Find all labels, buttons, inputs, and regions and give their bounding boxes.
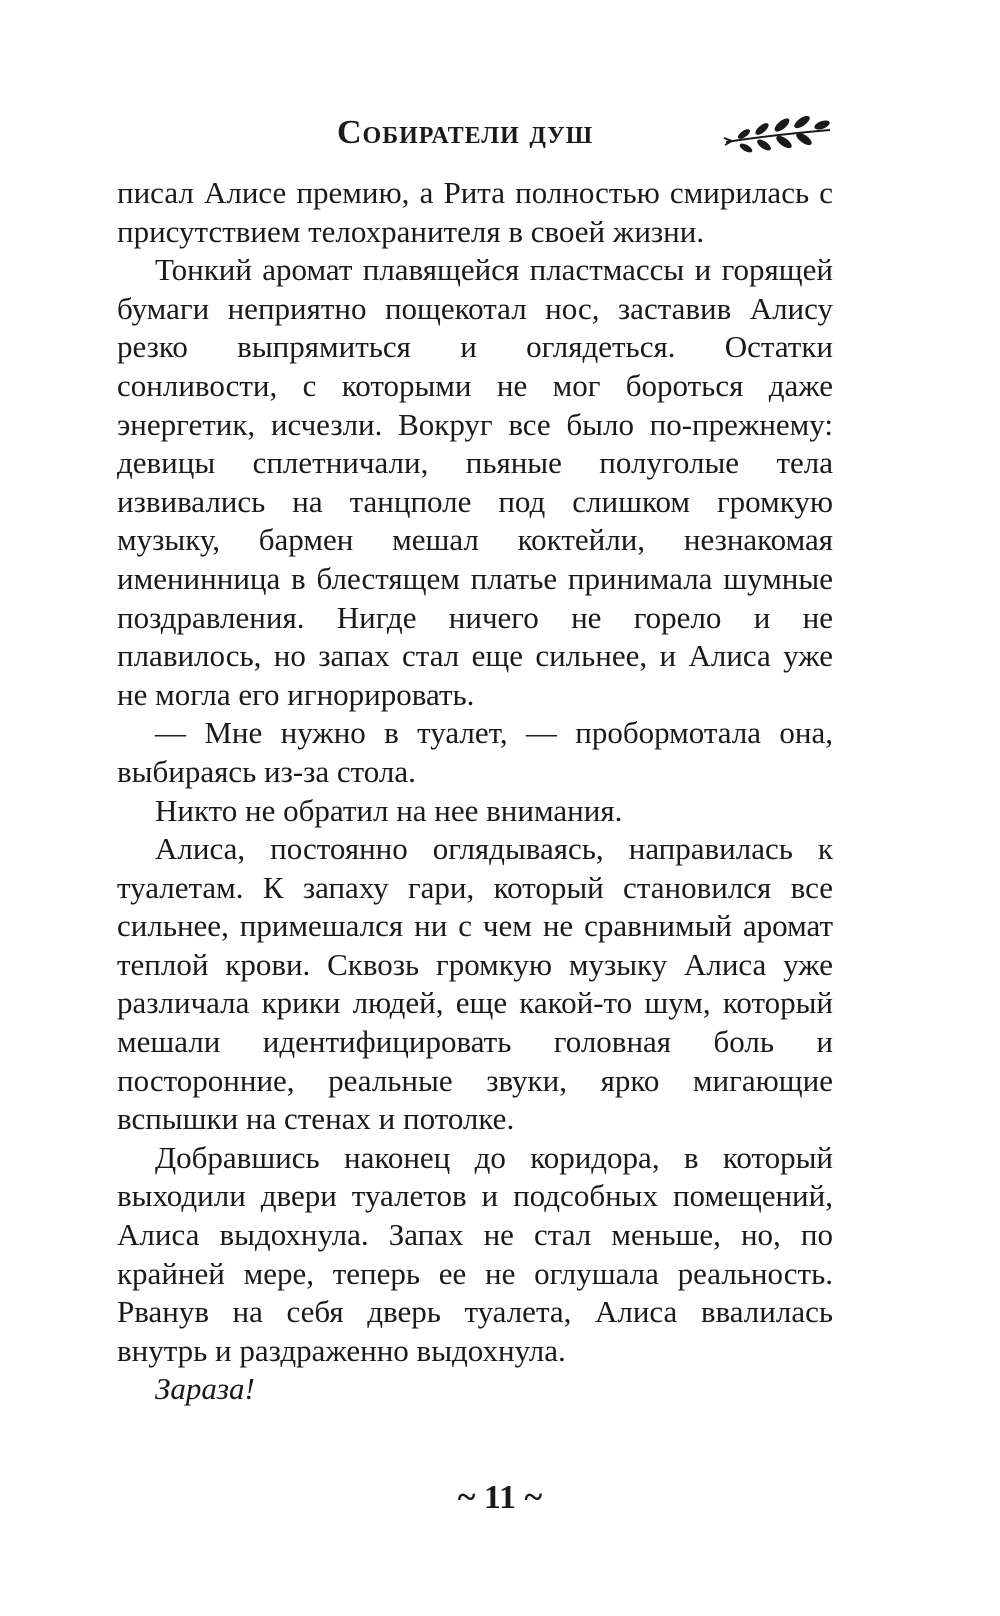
main-text	[117, 174, 833, 1409]
paragraph: писал Алисе премию, а Рита полностью смирилась с присутствием телохранителя в своей жизни.	[117, 175, 833, 249]
page-number: ~ 11 ~	[457, 1479, 543, 1516]
paragraph: Тонкий аромат плавящейся пластмассы и горящей бумаги неприятно пощекотал нос, заставив Алису резко выпрямиться и оглядеться. Остатки сонливости, с которыми не мог бороться даже энергетик, исчезли. Вокруг все было по-прежнему: девицы сплетничали, пьяные полуголые тела извивались на танцполе под слишком громкую музыку, бармен мешал коктейли, незнакомая именинница в блестящем платье принимала шумные поздравления. Нигде ничего не горело и не плавилось, но запах стал еще сильнее, и Алиса уже не могла его игнорировать.	[117, 252, 833, 712]
paragraph: — Мне нужно в туалет, — пробормотала она, выбираясь из-за стола.	[117, 715, 833, 789]
paragraph: Зараза!	[155, 1371, 255, 1407]
paragraph: Добравшись наконец до коридора, в который выходили двери туалетов и подсобных помещений, Алиса выдохнула. Запах не стал меньше, но, по крайней мере, теперь ее не оглушала реальность. Рванув на себя дверь туалета, Алиса ввалилась внутрь и раздраженно выдохнула.	[117, 1139, 833, 1368]
page-header	[0, 106, 1000, 166]
running-title: Собиратели душ	[337, 114, 594, 151]
leaf-branch-icon	[722, 112, 834, 160]
paragraph: Алиса, постоянно оглядываясь, направилась к туалетам. К запаху гари, который становился все сильнее, примешался ни с чем не сравнимый аромат теплой крови. Сквозь громкую музыку Алиса уже различала крики людей, еще какой-то шум, который мешали идентифицировать головная боль и посторонние, реальные звуки, ярко мигающие вспышки на стенах и потолке.	[117, 831, 833, 1137]
paragraph: Никто не обратил на нее внимания.	[155, 792, 623, 828]
